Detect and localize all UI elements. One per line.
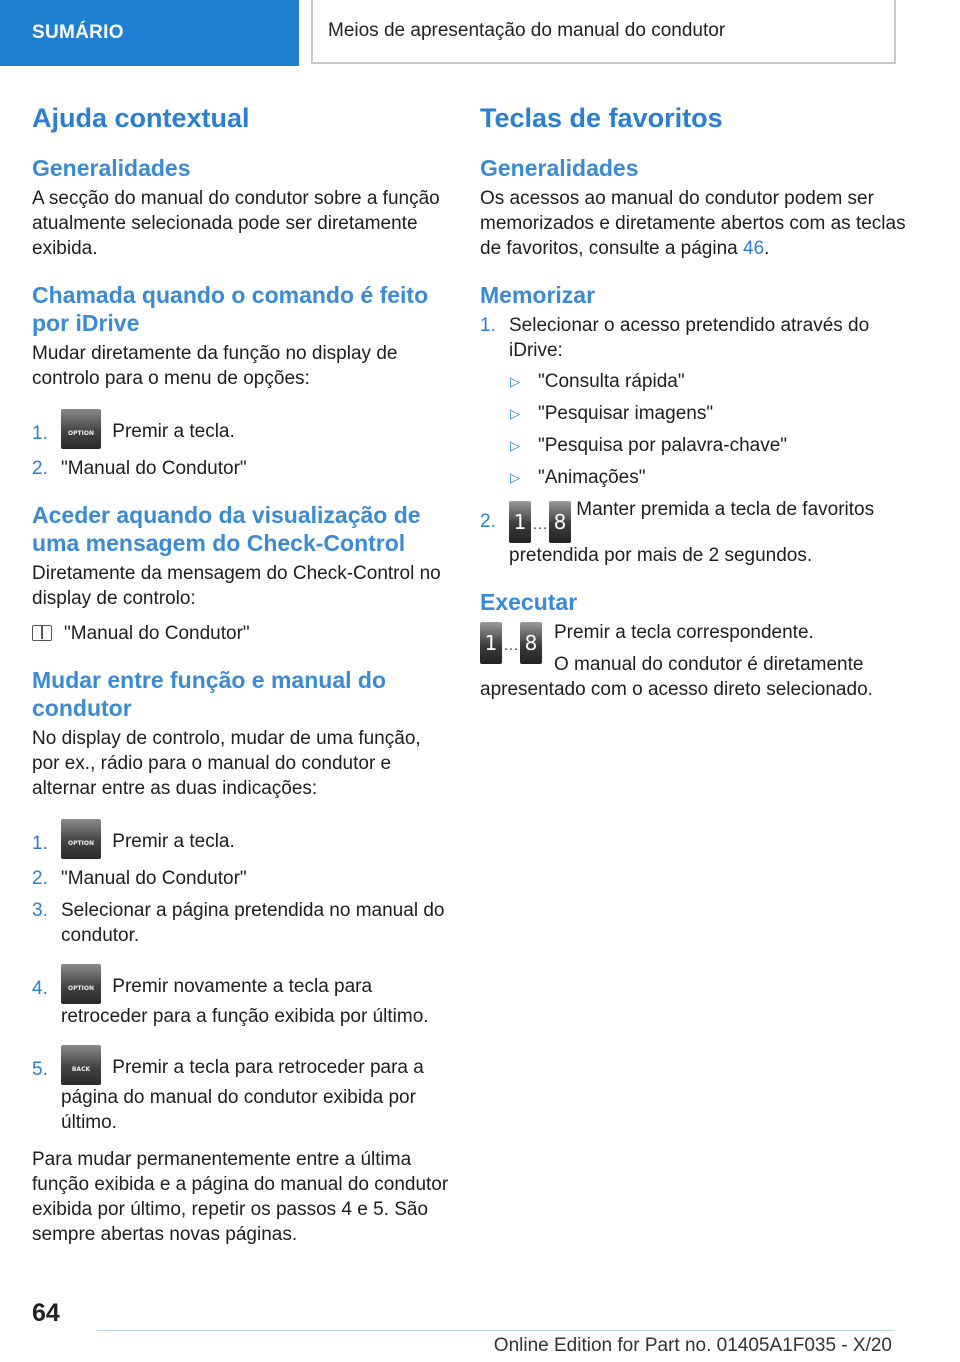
section-title-favorites: Teclas de favoritos [480,103,723,133]
step-number: 2. [480,511,496,532]
footer-divider [97,1330,894,1331]
steps-list [32,819,450,1135]
triangle-bullet-icon: ▷ [510,406,520,421]
page-header [0,0,960,66]
page-number: 64 [32,1299,60,1327]
step-number: 5. [32,1059,48,1080]
favorite-key-8-icon: 8 [549,501,571,543]
left-column [32,100,450,1267]
paragraph: Os acessos ao manual do condutor podem ser memorizados e diretamente abertos com as teclas de favoritos, consulte a página 46. [480,188,906,259]
sub-list-item: ▷ "Consulta rápida" [510,371,685,392]
page-link[interactable]: 46 [743,238,765,259]
triangle-bullet-icon: ▷ [510,470,520,485]
favorite-key-1-icon: 1 [509,501,531,543]
step-number: 4. [32,978,48,999]
menu-path-line: "Manual do Condutor" [32,621,450,646]
paragraph: A secção do manual do condutor sobre a função atualmente selecionada pode ser diretamente exibida. [32,188,440,259]
sub-list-item: ▷ "Pesquisa por palavra-chave" [510,435,788,456]
triangle-bullet-icon: ▷ [510,374,520,389]
list-item: 1. OPTION Premir a tecla. [32,819,450,859]
right-column [480,100,910,722]
list-item: 1. OPTION Premir a tecla. [32,409,450,449]
list-item: 2. 1 … 8 Manter premida a tecla de favoritos pretendida por mais de 2 segundos. [480,499,875,566]
favorite-key-8-icon: 8 [520,622,542,664]
book-icon [32,625,52,641]
heading-idrive-call: Chamada quando o comando é feito por iDrive [32,282,429,336]
step-number: 2. [32,868,48,889]
paragraph: No display de controlo, mudar de uma função, por ex., rádio para o manual do condutor e alternar entre as duas indicações: [32,728,421,799]
list-item: 2. "Manual do Condutor" [32,458,247,479]
sub-list-item: ▷ "Animações" [510,467,646,488]
favorite-key-1-icon: 1 [480,622,502,664]
sub-list-item: ▷ "Pesquisar imagens" [510,403,714,424]
paragraph: Diretamente da mensagem do Check-Control no display de controlo: [32,563,441,609]
step-number: 1. [480,315,496,336]
footer-text: Online Edition for Part no. 01405A1F035 - X/20 [493,1335,892,1356]
back-key-icon: BACK [61,1045,101,1085]
heading-switch-function: Mudar entre função e manual do condutor [32,667,386,721]
list-item: 5. BACK Premir a tecla para retroceder para a página do manual do condutor exibida por último. [32,1045,450,1135]
chapter-title: Meios de apresentação do manual do condutor [311,0,896,64]
option-key-icon: OPTION [61,964,101,1004]
steps-list [32,409,450,481]
option-key-icon: OPTION [61,819,101,859]
ellipsis: … [503,637,519,654]
ellipsis: … [532,516,548,533]
heading-generalidades: Generalidades [32,155,191,181]
step-number: 3. [32,900,48,921]
list-item: 2. "Manual do Condutor" [32,868,247,889]
heading-executar: Executar [480,589,578,615]
sub-list [509,369,910,490]
heading-check-control: Aceder aquando da visualização de uma mensagem do Check-Control [32,502,421,556]
paragraph: Mudar diretamente da função no display de controlo para o menu de opções: [32,343,398,389]
step-number: 2. [32,458,48,479]
paragraph: O manual do condutor é diretamente apresentado com o acesso direto selecionado. [480,654,873,700]
list-item: 3. Selecionar a página pretendida no manual do condutor. [32,900,445,946]
step-number: 1. [32,423,48,444]
heading-memorizar: Memorizar [480,282,596,308]
paragraph: Premir a tecla correspondente. [554,622,814,643]
steps-list [480,313,910,568]
list-item: 4. OPTION Premir novamente a tecla para retroceder para a função exibida por último. [32,964,450,1029]
step-number: 1. [32,833,48,854]
option-key-icon: OPTION [61,409,101,449]
triangle-bullet-icon: ▷ [510,438,520,453]
list-item: 1. Selecionar o acesso pretendido através do iDrive: ▷ "Consulta rápida" ▷ "Pesquisar imagens" ▷ "Pesquisa por palavra-chave" ▷ "Animações" [480,313,910,490]
favorite-keys-icon [480,622,542,664]
summary-tab[interactable]: SUMÁRIO [0,0,299,66]
section-title-contextual-help: Ajuda contextual [32,103,250,133]
heading-generalidades: Generalidades [480,155,639,181]
paragraph: Para mudar permanentemente entre a última função exibida e a página do manual do condutor exibida por último, repetir os passos 4 e 5. São sempre abertas novas páginas. [32,1149,449,1245]
